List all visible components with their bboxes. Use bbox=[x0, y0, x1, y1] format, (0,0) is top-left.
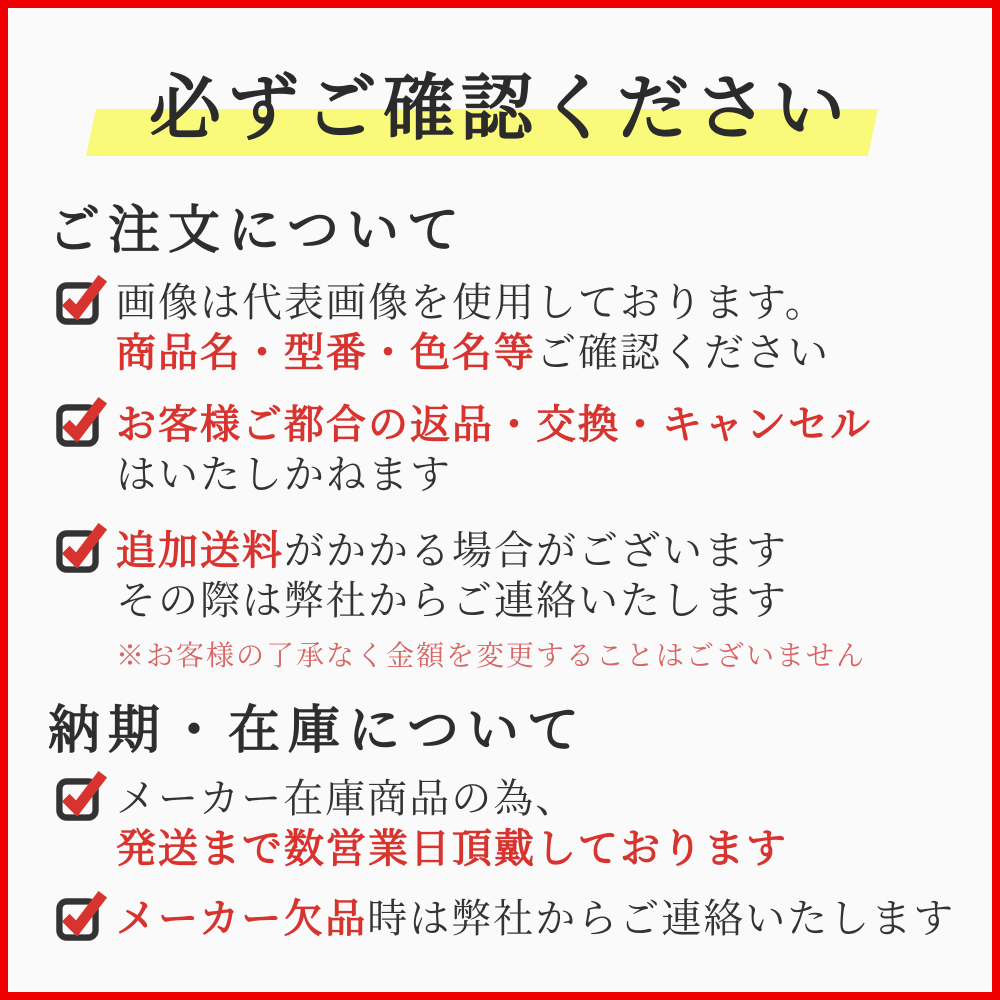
item-line bbox=[116, 894, 955, 944]
item-line bbox=[116, 400, 872, 450]
checklist-item-representative-image bbox=[54, 278, 830, 378]
item-text-red: お客様ご都合の返品・交換・キャンセル bbox=[116, 402, 872, 447]
section-heading-order: ご注文について bbox=[48, 203, 467, 260]
checkbox-checked-icon bbox=[54, 766, 110, 824]
item-text-block bbox=[116, 894, 955, 944]
item-line bbox=[116, 328, 830, 378]
item-text: がかかる場合がございます bbox=[284, 528, 788, 573]
item-line bbox=[116, 278, 830, 328]
item-text: メーカー在庫商品の為、 bbox=[116, 776, 578, 821]
item-text-block bbox=[116, 526, 866, 674]
item-text: 画像は代表画像を使用しております。 bbox=[116, 280, 827, 325]
item-text-red: 発送まで数営業日頂戴しております bbox=[116, 826, 788, 871]
note-text: ※お客様の了承なく金額を変更することはございません bbox=[116, 641, 867, 672]
item-line bbox=[116, 576, 866, 626]
checkbox-checked-icon bbox=[54, 518, 110, 576]
title-area bbox=[8, 50, 992, 154]
checkbox-checked-icon bbox=[54, 270, 110, 328]
item-text: その際は弊社からご連絡いたします bbox=[116, 578, 788, 623]
checkbox-checked-icon bbox=[54, 886, 110, 944]
checklist-item-no-returns bbox=[54, 400, 872, 500]
item-text-block bbox=[116, 400, 872, 500]
item-line bbox=[116, 824, 788, 874]
item-line bbox=[116, 526, 866, 576]
section-heading-stock: 納期・在庫について bbox=[48, 703, 587, 760]
item-text: ご確認ください bbox=[536, 330, 830, 375]
checklist-item-maker-out-of-stock bbox=[54, 894, 955, 944]
page-title: 必ずご確認ください bbox=[148, 69, 851, 149]
checklist-item-extra-shipping bbox=[54, 526, 866, 674]
item-text-red: 商品名・型番・色名等 bbox=[116, 330, 536, 375]
item-text: 時は弊社からご連絡いたします bbox=[367, 896, 956, 941]
item-text-red: 追加送料 bbox=[116, 528, 284, 573]
item-text-red: メーカー欠品 bbox=[116, 896, 368, 941]
checkbox-checked-icon bbox=[54, 392, 110, 450]
title-box bbox=[149, 50, 851, 154]
item-text-block bbox=[116, 278, 830, 378]
item-text-block bbox=[116, 774, 788, 874]
item-text: はいたしかねます bbox=[116, 452, 452, 497]
item-line bbox=[116, 774, 788, 824]
item-line bbox=[116, 450, 872, 500]
checklist-item-maker-stock bbox=[54, 774, 788, 874]
